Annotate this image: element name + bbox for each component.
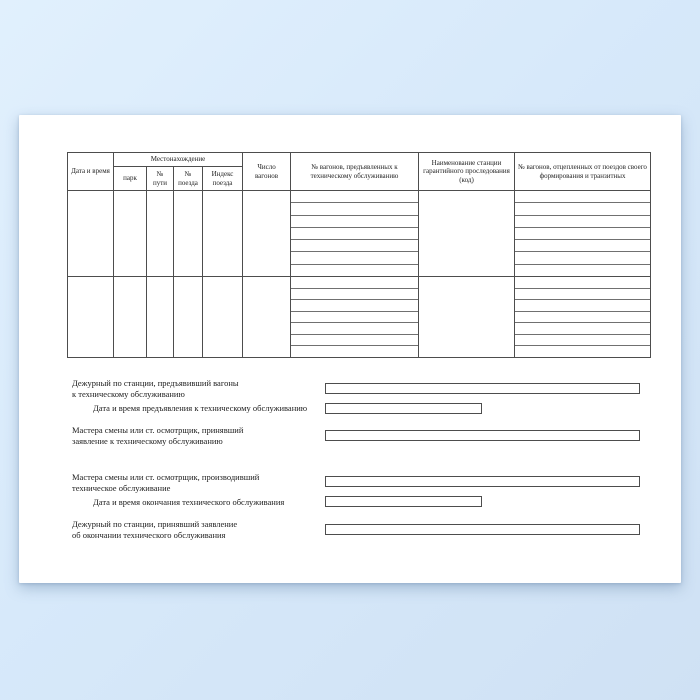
- field-label-master-accepted: Мастера смены или ст. осмотрщик, принявший заявление к техническому обслуживанию: [72, 425, 244, 446]
- train-number-cell: [174, 191, 203, 277]
- column-header-train-index: Индекс поезда: [203, 167, 243, 191]
- wagon-number-line: [515, 335, 650, 347]
- wagon-number-line: [291, 289, 418, 301]
- column-header-wagon-count: Число вагонов: [243, 153, 291, 191]
- wagon-number-line: [291, 265, 418, 276]
- wagon-number-line: [291, 240, 418, 252]
- wagon-number-lines: [515, 277, 650, 357]
- park-cell: [114, 277, 147, 358]
- wagon-number-line: [515, 346, 650, 357]
- wagon-number-line: [515, 252, 650, 264]
- column-header-park: парк: [114, 167, 147, 191]
- field-label-date-time-finished: Дата и время окончания технического обслуживания: [93, 497, 285, 507]
- wagon-number-lines: [291, 191, 418, 276]
- wagon-number-line: [515, 300, 650, 312]
- input-duty-officer-presented[interactable]: [325, 383, 640, 394]
- wagon-number-line: [515, 228, 650, 240]
- date-time-cell: [68, 277, 114, 358]
- wagon-number-line: [291, 228, 418, 240]
- wagon-number-line: [515, 203, 650, 215]
- wagon-number-line: [291, 300, 418, 312]
- wagon-number-lines: [291, 277, 418, 357]
- wagon-number-line: [291, 335, 418, 347]
- form-page: [19, 115, 681, 583]
- entry-block-row: [68, 191, 651, 277]
- column-header-date-time: Дата и время: [68, 153, 114, 191]
- wagon-number-line: [291, 191, 418, 203]
- wagon-number-line: [515, 191, 650, 203]
- wagon-number-line: [515, 323, 650, 335]
- wagon-number-line: [291, 346, 418, 357]
- presented-wagons-cell: [291, 191, 419, 277]
- wagon-number-line: [291, 216, 418, 228]
- column-header-wagons-presented: № вагонов, предъявленных к техническому обслуживанию: [291, 153, 419, 191]
- field-label-master-performed: Мастера смены или ст. осмотрщик, производивший техническое обслуживание: [72, 472, 260, 493]
- column-header-guarantee-station: Наименование станции гарантийного проследования (код): [419, 153, 515, 191]
- track-number-cell: [147, 191, 174, 277]
- wagon-number-line: [515, 289, 650, 301]
- wagon-number-line: [291, 277, 418, 289]
- train-index-cell: [203, 277, 243, 358]
- wagon-number-line: [515, 277, 650, 289]
- input-date-time-presented[interactable]: [325, 403, 482, 414]
- wagon-number-line: [515, 265, 650, 276]
- wagon-number-line: [291, 312, 418, 324]
- wagon-number-line: [291, 203, 418, 215]
- field-label-duty-officer-finished: Дежурный по станции, принявший заявление об окончании технического обслуживания: [72, 519, 238, 540]
- wagon-number-lines: [515, 191, 650, 276]
- field-label-duty-officer-presented: Дежурный по станции, предъявивший вагоны к техническому обслуживанию: [72, 378, 239, 399]
- column-header-train-number: № поезда: [174, 167, 203, 191]
- train-index-cell: [203, 191, 243, 277]
- wagon-number-line: [515, 216, 650, 228]
- input-date-time-finished[interactable]: [325, 496, 482, 507]
- wagon-number-line: [291, 252, 418, 264]
- train-number-cell: [174, 277, 203, 358]
- wagon-number-line: [515, 312, 650, 324]
- field-label-date-time-presented: Дата и время предъявления к техническому обслуживанию: [93, 403, 308, 413]
- input-master-performed[interactable]: [325, 476, 640, 487]
- date-time-cell: [68, 191, 114, 277]
- wagon-count-cell: [243, 191, 291, 277]
- table-body: [68, 191, 651, 358]
- entry-block-row: [68, 277, 651, 358]
- column-header-wagons-detached: № вагонов, отцепленных от поездов своего формирования и транзитных: [515, 153, 651, 191]
- wagon-count-cell: [243, 277, 291, 358]
- service-log-table: [67, 152, 651, 358]
- guarantee-station-cell: [419, 191, 515, 277]
- presented-wagons-cell: [291, 277, 419, 358]
- guarantee-station-cell: [419, 277, 515, 358]
- wagon-number-line: [291, 323, 418, 335]
- input-duty-officer-finished[interactable]: [325, 524, 640, 535]
- wagon-number-line: [515, 240, 650, 252]
- detached-wagons-cell: [515, 277, 651, 358]
- input-master-accepted[interactable]: [325, 430, 640, 441]
- park-cell: [114, 191, 147, 277]
- column-header-location: Местонахождение: [114, 153, 243, 167]
- column-header-track-number: № пути: [147, 167, 174, 191]
- detached-wagons-cell: [515, 191, 651, 277]
- track-number-cell: [147, 277, 174, 358]
